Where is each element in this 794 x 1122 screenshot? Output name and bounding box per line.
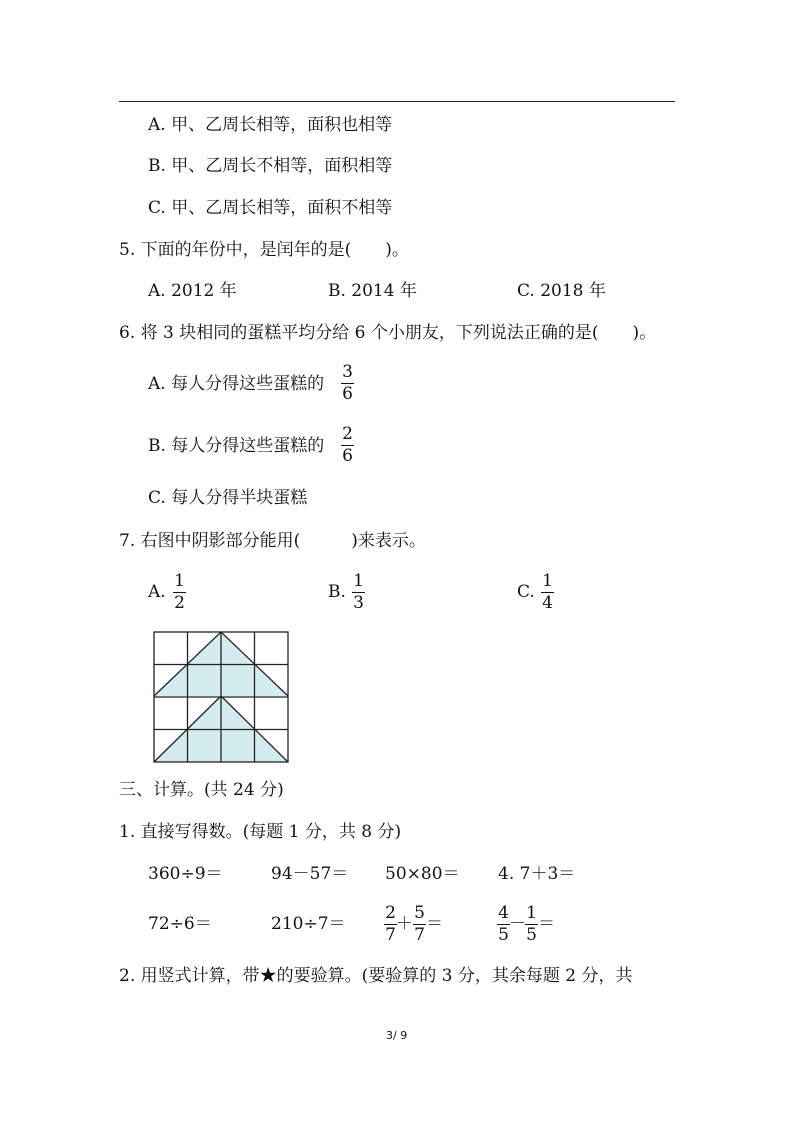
q6-option-b-fraction bbox=[341, 425, 354, 466]
fraction-denominator: 4 bbox=[542, 593, 553, 613]
header-rule bbox=[119, 101, 675, 102]
q7-option-b-fraction bbox=[352, 572, 365, 613]
fraction-numerator: 2 bbox=[342, 424, 353, 444]
calc-item: 210÷7＝ bbox=[271, 914, 346, 934]
fraction-denominator: 5 bbox=[526, 925, 537, 945]
fraction-denominator: 7 bbox=[414, 925, 425, 945]
q7-option-c-fraction bbox=[541, 572, 554, 613]
q6-option-a-text: A. 每人分得这些蛋糕的 bbox=[148, 374, 325, 394]
q5-option-c: C. 2018 年 bbox=[517, 281, 606, 301]
q4-option-a: A. 甲、乙周长相等，面积也相等 bbox=[148, 115, 393, 135]
q7-stem: 7. 右图中阴影部分能用( )来表示。 bbox=[119, 531, 426, 551]
fraction-denominator: 3 bbox=[353, 593, 364, 613]
calc-item: 94－57＝ bbox=[271, 864, 349, 884]
calc-item: 72÷6＝ bbox=[148, 914, 212, 934]
q4-option-c: C. 甲、乙周长相等，面积不相等 bbox=[148, 198, 393, 218]
section3-q2-stem: 2. 用竖式计算，带★的要验算。(要验算的 3 分，其余每题 2 分，共 bbox=[119, 966, 633, 986]
q6-option-b-text: B. 每人分得这些蛋糕的 bbox=[148, 436, 325, 456]
fraction-numerator: 2 bbox=[385, 903, 396, 923]
q5-option-b: B. 2014 年 bbox=[328, 281, 417, 301]
q6-option-c: C. 每人分得半块蛋糕 bbox=[148, 488, 308, 508]
fraction-numerator: 1 bbox=[174, 571, 185, 591]
calc-item: 4. 7＋3＝ bbox=[498, 864, 576, 884]
calc-operator: － bbox=[509, 914, 526, 934]
fraction-numerator: 1 bbox=[526, 903, 537, 923]
calc-equals: ＝ bbox=[426, 914, 443, 934]
calc-operator: ＋ bbox=[396, 914, 413, 934]
page-number: 3/ 9 bbox=[386, 1029, 408, 1042]
calc-equals: ＝ bbox=[538, 914, 555, 934]
q6-option-a-fraction bbox=[341, 363, 354, 404]
q7-option-b-label: B. bbox=[328, 582, 346, 602]
calc-fraction bbox=[413, 904, 426, 945]
fraction-denominator: 5 bbox=[498, 925, 509, 945]
fraction-denominator: 6 bbox=[342, 446, 353, 466]
fraction-numerator: 3 bbox=[342, 362, 353, 382]
calc-item: 360÷9＝ bbox=[148, 864, 223, 884]
q5-option-a: A. 2012 年 bbox=[148, 281, 237, 301]
q5-stem: 5. 下面的年份中，是闰年的是( )。 bbox=[119, 240, 409, 260]
fraction-numerator: 4 bbox=[498, 903, 509, 923]
fraction-numerator: 1 bbox=[542, 571, 553, 591]
calc-item: 50×80＝ bbox=[385, 864, 460, 884]
q6-stem: 6. 将 3 块相同的蛋糕平均分给 6 个小朋友，下列说法正确的是( )。 bbox=[119, 323, 657, 343]
q7-option-a-label: A. bbox=[148, 582, 166, 602]
q7-option-a-fraction bbox=[173, 572, 186, 613]
q7-shaded-grid-figure bbox=[152, 631, 290, 763]
calc-fraction bbox=[525, 904, 538, 945]
q4-option-b: B. 甲、乙周长不相等，面积相等 bbox=[148, 156, 393, 176]
fraction-denominator: 6 bbox=[342, 384, 353, 404]
fraction-denominator: 7 bbox=[385, 925, 396, 945]
section3-title: 三、计算。(共 24 分) bbox=[119, 780, 284, 800]
section3-q1-stem: 1. 直接写得数。(每题 1 分，共 8 分) bbox=[119, 822, 402, 842]
q7-option-c-label: C. bbox=[517, 582, 535, 602]
fraction-numerator: 5 bbox=[414, 903, 425, 923]
fraction-denominator: 2 bbox=[174, 593, 185, 613]
fraction-numerator: 1 bbox=[353, 571, 364, 591]
